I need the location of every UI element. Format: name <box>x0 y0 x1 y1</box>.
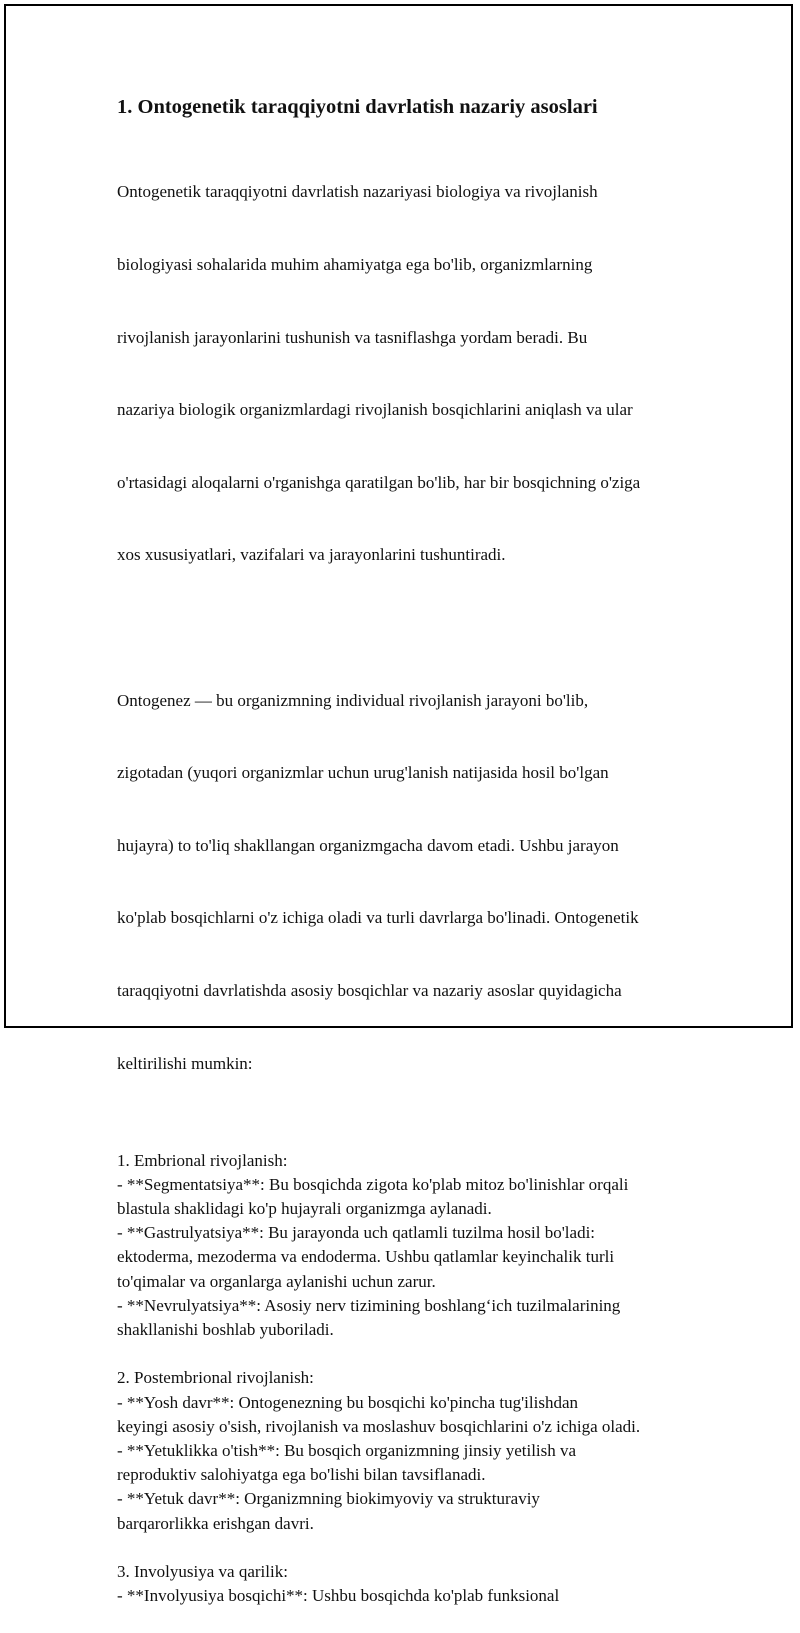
section-heading: 2. Postembrional rivojlanish: <box>117 1368 314 1388</box>
text-line: rivojlanish jarayonlarini tushunish va tasniflashga yordam beradi. Bu <box>117 327 588 347</box>
text-line: Ontogenetik taraqqiyotni davrlatish nazariyasi biologiya va rivojlanish <box>117 182 598 202</box>
text-line: reproduktiv salohiyatga ega bo'lishi bilan tavsiflanadi. <box>117 1465 486 1485</box>
text-line: hujayra) to to'liq shakllangan organizmgacha davom etadi. Ushbu jarayon <box>117 835 619 855</box>
text-line: xos xususiyatlari, vazifalari va jarayonlarini tushuntiradi. <box>117 545 506 565</box>
text-line: - **Nevrulyatsiya**: Asosiy nerv tizimining boshlang‘ich tuzilmalarining <box>117 1295 621 1315</box>
document-content <box>117 94 697 1633</box>
section-involyusiya <box>117 1560 697 1608</box>
text-line: ektoderma, mezoderma va endoderma. Ushbu qatlamlar keyinchalik turli <box>117 1247 615 1267</box>
text-line: biologiyasi sohalarida muhim ahamiyatga ega bo'lib, organizmlarning <box>117 255 593 275</box>
text-line: - **Segmentatsiya**: Bu bosqichda zigota ko'plab mitoz bo'linishlar orqali <box>117 1174 629 1194</box>
text-line: - **Gastrulyatsiya**: Bu jarayonda uch qatlamli tuzilma hosil bo'ladi: <box>117 1223 596 1243</box>
text-line: zigotadan (yuqori organizmlar uchun urug'lanish natijasida hosil bo'lgan <box>117 763 609 783</box>
paragraph-ontogenez <box>117 640 697 1124</box>
text-line: ko'plab bosqichlarni o'z ichiga oladi va turli davrlarga bo'linadi. Ontogenetik <box>117 908 639 928</box>
paragraph-intro <box>117 132 697 616</box>
text-line: - **Yetuk davr**: Organizmning biokimyoviy va strukturaviy <box>117 1489 540 1509</box>
section-heading: 1. Embrional rivojlanish: <box>117 1150 288 1170</box>
text-line: Ontogenez — bu organizmning individual rivojlanish jarayoni bo'lib, <box>117 690 589 710</box>
section-embrional <box>117 1149 697 1343</box>
text-line: shakllanishi boshlab yuboriladi. <box>117 1319 334 1339</box>
section-postembrional <box>117 1366 697 1535</box>
text-line: o'rtasidagi aloqalarni o'rganishga qaratilgan bo'lib, har bir bosqichning o'ziga <box>117 472 641 492</box>
text-line: - **Involyusiya bosqichi**: Ushbu bosqichda ko'plab funksional <box>117 1586 560 1606</box>
text-line: barqarorlikka erishgan davri. <box>117 1513 314 1533</box>
text-line: - **Yetuklikka o'tish**: Bu bosqich organizmning jinsiy yetilish va <box>117 1440 577 1460</box>
text-line: taraqqiyotni davrlatishda asosiy bosqichlar va nazariy asoslar quyidagicha <box>117 981 622 1001</box>
text-line: nazariya biologik organizmlardagi rivojlanish bosqichlarini aniqlash va ular <box>117 400 633 420</box>
text-line: keyingi asosiy o'sish, rivojlanish va moslashuv bosqichlarini o'z ichiga oladi. <box>117 1416 641 1436</box>
document-title: 1. Ontogenetik taraqqiyotni davrlatish nazariy asoslari <box>117 96 598 118</box>
text-line: keltirilishi mumkin: <box>117 1053 253 1073</box>
text-line: to'qimalar va organlarga aylanishi uchun zarur. <box>117 1271 436 1291</box>
section-heading: 3. Involyusiya va qarilik: <box>117 1561 288 1581</box>
text-line: - **Yosh davr**: Ontogenezning bu bosqichi ko'pincha tug'ilishdan <box>117 1392 578 1412</box>
text-line: blastula shaklidagi ko'p hujayrali organizmga aylanadi. <box>117 1198 492 1218</box>
